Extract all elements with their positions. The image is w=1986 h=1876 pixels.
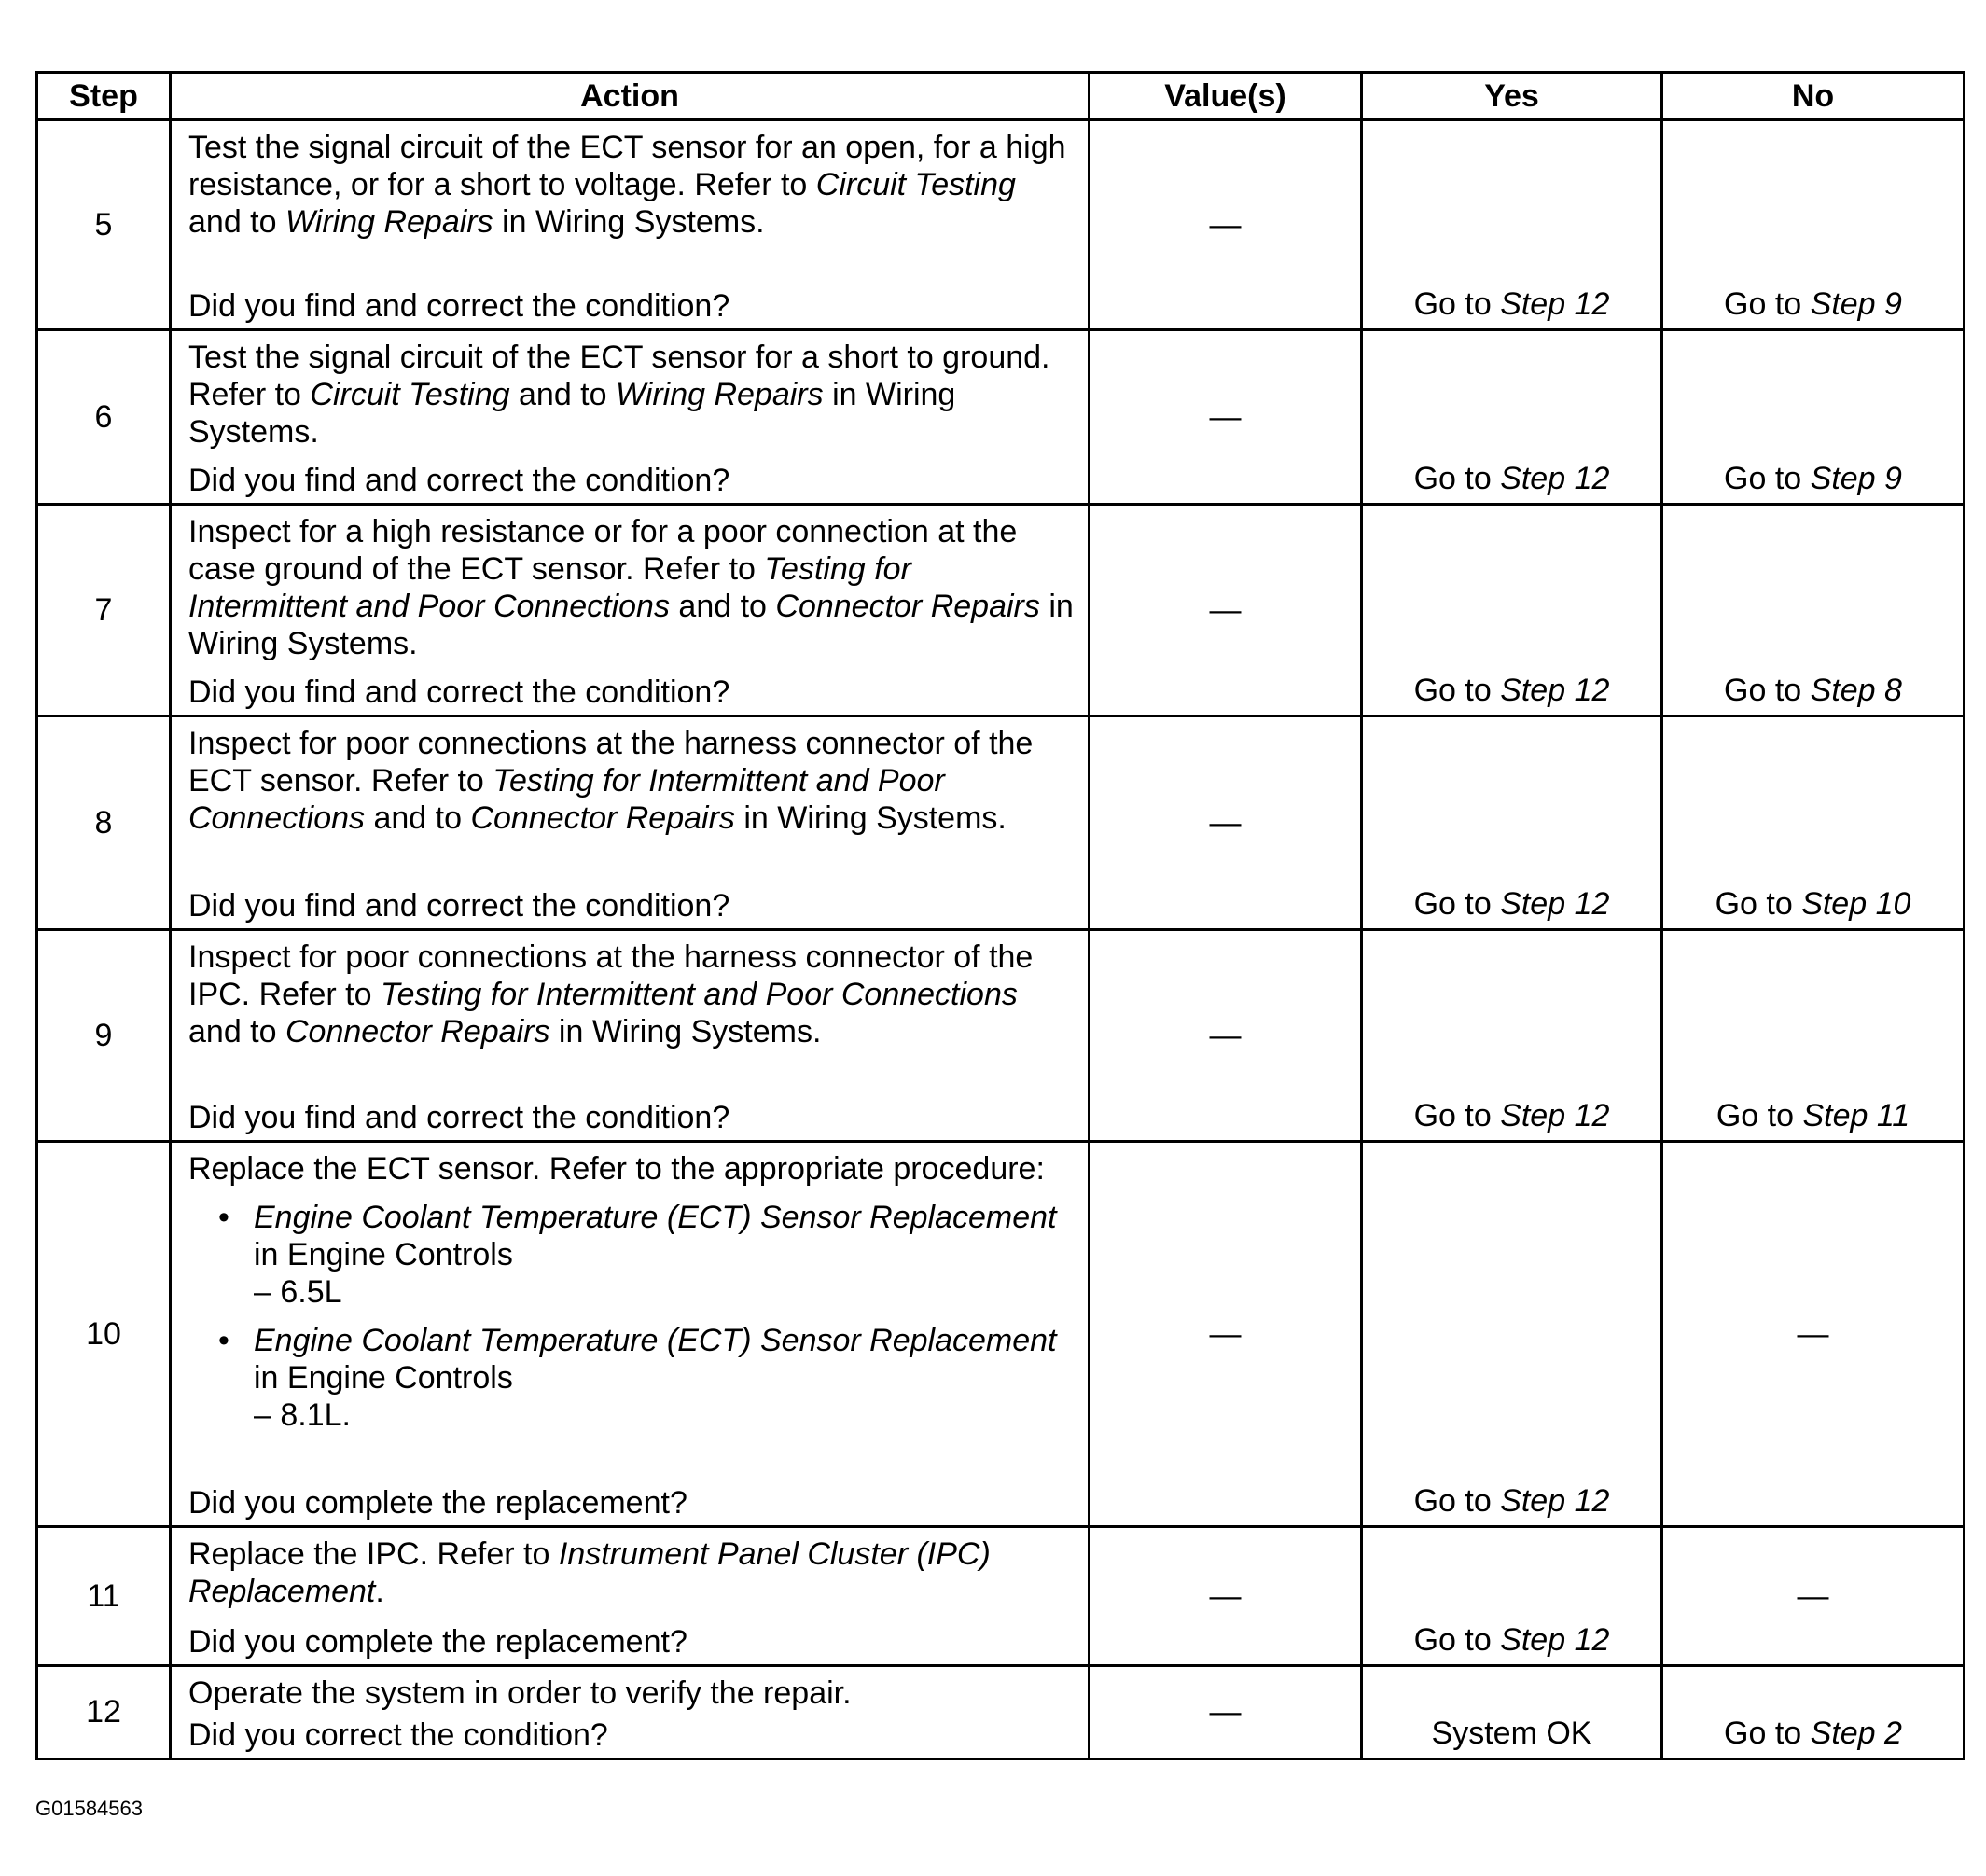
action-text-segment: Replace the IPC. Refer to	[188, 1536, 559, 1572]
yes-prefix: Go to	[1413, 1483, 1501, 1519]
reference-link-text: Testing for Intermittent and Poor Connections	[380, 977, 1018, 1012]
step-number: 8	[37, 716, 171, 930]
question-text: Did you find and correct the condition?	[188, 1100, 730, 1135]
value-cell: —	[1090, 716, 1362, 930]
yes-prefix: Go to	[1413, 1622, 1501, 1658]
figure-code: G01584563	[35, 1797, 143, 1820]
header-yes: Yes	[1362, 73, 1662, 120]
table-row	[37, 1666, 1965, 1759]
action-text-segment: in Wiring Systems.	[734, 800, 1007, 836]
action-text-segment: .	[375, 1574, 384, 1609]
no-prefix: Go to	[1724, 286, 1811, 322]
no-prefix: Go to	[1724, 1716, 1811, 1751]
header-row	[37, 73, 1965, 120]
yes-step-link[interactable]: Step 12	[1500, 286, 1610, 322]
reference-link-text: Connector Repairs	[470, 800, 735, 836]
table-row	[37, 120, 1965, 330]
no-dash: —	[1797, 1578, 1829, 1614]
action-text	[188, 129, 1075, 241]
action-text-segment: Test the signal circuit of the ECT sensor for a short to ground. Refer to	[188, 340, 1050, 412]
yes-prefix: Go to	[1413, 1098, 1501, 1133]
yes-step-link[interactable]: Step 12	[1500, 1098, 1610, 1133]
question-text: Did you complete the replacement?	[188, 1485, 687, 1521]
reference-link-text: Connector Repairs	[285, 1014, 550, 1049]
no-step-link[interactable]: Step 9	[1810, 461, 1902, 496]
action-text-segment: and to	[509, 377, 616, 412]
header-values: Value(s)	[1090, 73, 1362, 120]
reference-link-text: Wiring Repairs	[615, 377, 824, 412]
no-step-link[interactable]: Step 11	[1802, 1098, 1910, 1133]
value-cell: —	[1090, 120, 1362, 330]
no-cell	[1662, 505, 1965, 716]
action-cell	[171, 1666, 1090, 1759]
procedure-location: in Engine Controls	[254, 1360, 513, 1396]
no-cell	[1662, 120, 1965, 330]
yes-step-link[interactable]: Step 12	[1500, 886, 1610, 922]
action-text-segment: Test the signal circuit of the ECT sensor for an open, for a high resistance, or for a short to voltage. Refer to	[188, 130, 1066, 202]
value-cell: —	[1090, 930, 1362, 1142]
table-body	[37, 120, 1965, 1759]
question-text: Did you complete the replacement?	[188, 1624, 687, 1660]
action-cell	[171, 505, 1090, 716]
no-step-link[interactable]: Step 9	[1810, 286, 1902, 322]
step-number: 7	[37, 505, 171, 716]
value-cell: —	[1090, 1142, 1362, 1527]
reference-link-text: Instrument Panel Cluster (IPC) Replacement	[188, 1536, 991, 1609]
procedure-title: Engine Coolant Temperature (ECT) Sensor Replacement	[254, 1323, 1057, 1358]
header-no: No	[1662, 73, 1965, 120]
no-prefix: Go to	[1715, 886, 1802, 922]
action-cell	[171, 716, 1090, 930]
action-text-segment: in Wiring Systems.	[493, 204, 765, 240]
action-cell	[171, 330, 1090, 505]
diagnostic-table	[35, 71, 1965, 1760]
reference-link-text: Testing for Intermittent and Poor Connections	[188, 551, 911, 624]
no-prefix: Go to	[1724, 673, 1811, 708]
action-cell	[171, 120, 1090, 330]
action-text-segment: and to	[669, 589, 776, 624]
yes-prefix: System OK	[1431, 1716, 1592, 1751]
action-text-segment: in Wiring Systems.	[188, 589, 1074, 661]
yes-prefix: Go to	[1413, 886, 1501, 922]
reference-link-text: Testing for Intermittent and Poor Connections	[188, 763, 945, 836]
reference-link-text: Circuit Testing	[815, 167, 1016, 202]
action-text-segment: Operate the system in order to verify the repair.	[188, 1675, 852, 1711]
no-step-link[interactable]: Step 8	[1810, 673, 1902, 708]
no-dash: —	[1797, 1316, 1829, 1352]
action-text	[188, 339, 1075, 451]
reference-link-text: Connector Repairs	[775, 589, 1040, 624]
action-text-segment: and to	[365, 800, 471, 836]
step-number: 6	[37, 330, 171, 505]
action-text	[188, 938, 1075, 1050]
yes-step-link[interactable]: Step 12	[1500, 461, 1610, 496]
bullet-icon: •	[218, 1200, 229, 1235]
table-row	[37, 1142, 1965, 1527]
action-text-segment: Inspect for poor connections at the harness connector of the IPC. Refer to	[188, 939, 1034, 1012]
step-number: 9	[37, 930, 171, 1142]
reference-link-text: Circuit Testing	[310, 377, 510, 412]
no-cell	[1662, 930, 1965, 1142]
action-text	[188, 1150, 1075, 1188]
yes-cell	[1362, 930, 1662, 1142]
no-prefix: Go to	[1715, 1098, 1803, 1133]
table-row	[37, 1527, 1965, 1666]
question-text: Did you correct the condition?	[188, 1717, 608, 1753]
procedure-location: in Engine Controls	[254, 1237, 513, 1272]
yes-step-link[interactable]: Step 12	[1500, 673, 1610, 708]
yes-cell	[1362, 1527, 1662, 1666]
action-text-segment: Replace the ECT sensor. Refer to the appropriate procedure:	[188, 1151, 1045, 1187]
step-number: 12	[37, 1666, 171, 1759]
no-cell	[1662, 1666, 1965, 1759]
no-step-link[interactable]: Step 2	[1810, 1716, 1902, 1751]
value-cell: —	[1090, 1666, 1362, 1759]
step-number: 5	[37, 120, 171, 330]
action-cell	[171, 1142, 1090, 1527]
question-text: Did you find and correct the condition?	[188, 463, 730, 498]
action-cell	[171, 930, 1090, 1142]
no-cell	[1662, 1142, 1965, 1527]
procedure-list	[188, 1199, 1075, 1434]
yes-step-link[interactable]: Step 12	[1500, 1622, 1610, 1658]
question-text: Did you find and correct the condition?	[188, 888, 730, 924]
table-row	[37, 930, 1965, 1142]
action-cell	[171, 1527, 1090, 1666]
yes-cell	[1362, 716, 1662, 930]
table-row	[37, 505, 1965, 716]
reference-link-text: Wiring Repairs	[285, 204, 493, 240]
value-cell: —	[1090, 330, 1362, 505]
header-action: Action	[171, 73, 1090, 120]
yes-cell	[1362, 1666, 1662, 1759]
step-number: 10	[37, 1142, 171, 1527]
value-cell: —	[1090, 505, 1362, 716]
action-text	[188, 513, 1075, 662]
action-text	[188, 725, 1075, 837]
list-item	[218, 1199, 1075, 1311]
action-text-segment: Inspect for poor connections at the harness connector of the ECT sensor. Refer to	[188, 726, 1034, 799]
action-text-segment: in Wiring Systems.	[188, 377, 956, 450]
table-row	[37, 330, 1965, 505]
header-step: Step	[37, 73, 171, 120]
no-step-link[interactable]: Step 10	[1801, 886, 1911, 922]
action-text-segment: in Wiring Systems.	[549, 1014, 822, 1049]
no-prefix: Go to	[1724, 461, 1811, 496]
list-item	[218, 1322, 1075, 1434]
no-cell	[1662, 716, 1965, 930]
yes-prefix: Go to	[1413, 286, 1501, 322]
no-cell	[1662, 330, 1965, 505]
yes-cell	[1362, 505, 1662, 716]
table-row	[37, 716, 1965, 930]
action-text-segment: and to	[188, 204, 285, 240]
question-text: Did you find and correct the condition?	[188, 288, 730, 324]
engine-variant: – 8.1L.	[254, 1397, 351, 1433]
no-cell	[1662, 1527, 1965, 1666]
engine-variant: – 6.5L	[254, 1274, 342, 1310]
action-text-segment: and to	[188, 1014, 285, 1049]
procedure-title: Engine Coolant Temperature (ECT) Sensor Replacement	[254, 1200, 1057, 1235]
bullet-icon: •	[218, 1323, 229, 1358]
action-text	[188, 1536, 1075, 1610]
value-cell: —	[1090, 1527, 1362, 1666]
question-text: Did you find and correct the condition?	[188, 674, 730, 710]
yes-prefix: Go to	[1413, 461, 1501, 496]
action-text-segment: Inspect for a high resistance or for a poor connection at the case ground of the ECT sensor. Refer to	[188, 514, 1018, 587]
yes-prefix: Go to	[1413, 673, 1501, 708]
yes-cell	[1362, 1142, 1662, 1527]
yes-cell	[1362, 330, 1662, 505]
step-number: 11	[37, 1527, 171, 1666]
action-text	[188, 1675, 1075, 1712]
yes-step-link[interactable]: Step 12	[1500, 1483, 1610, 1519]
yes-cell	[1362, 120, 1662, 330]
